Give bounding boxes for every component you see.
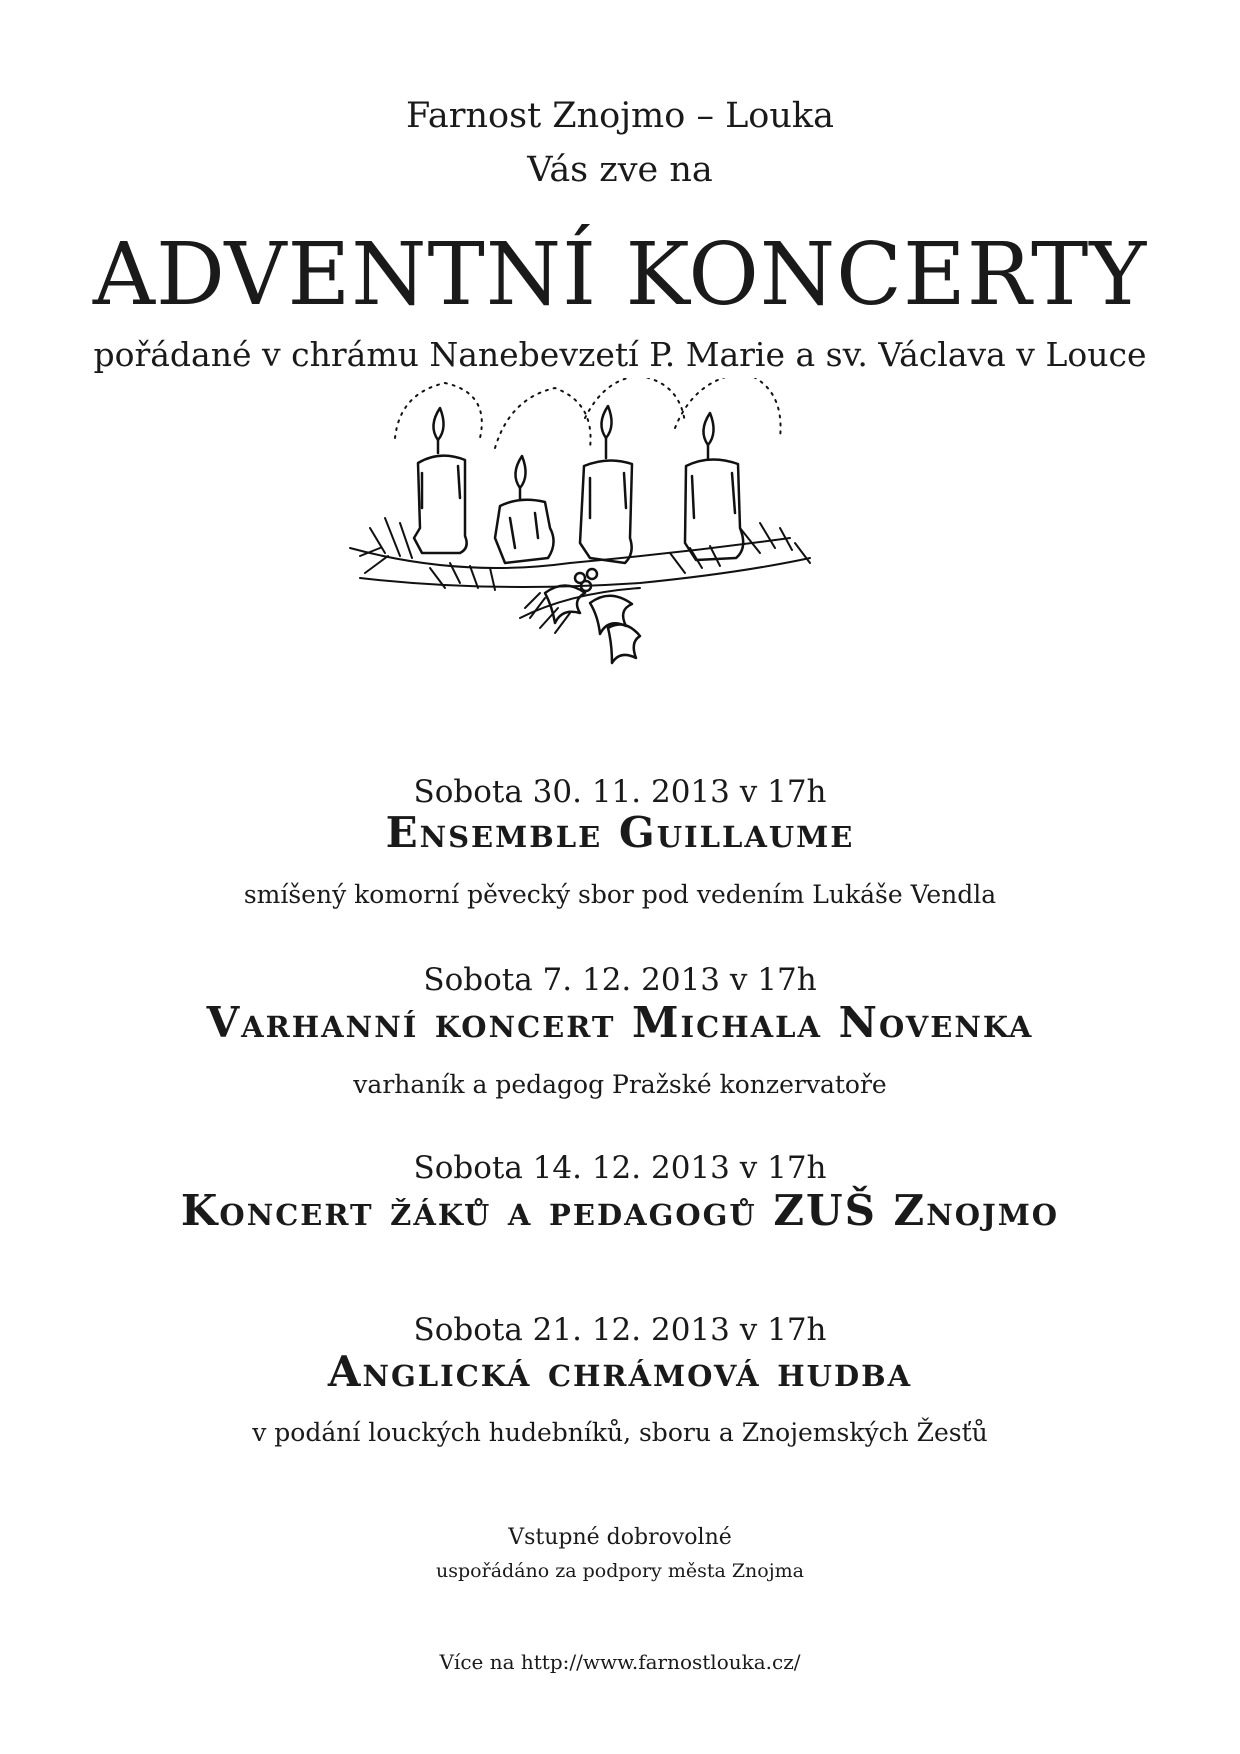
more-info-link[interactable]: Více na http://www.farnostlouka.cz/ — [439, 1650, 801, 1674]
subtitle: pořádané v chrámu Nanebevzetí P. Marie a sv. Václava v Louce — [93, 335, 1147, 374]
concert-date: Sobota 14. 12. 2013 v 17h — [413, 1150, 827, 1186]
concert-date: Sobota 21. 12. 2013 v 17h — [413, 1312, 827, 1348]
concert-description: varhaník a pedagog Pražské konzervatoře — [353, 1070, 887, 1099]
concert-description: v podání louckých hudebníků, sboru a Znojemských Žesťů — [252, 1418, 988, 1447]
support-note: uspořádáno za podpory města Znojma — [436, 1560, 804, 1582]
concert-date: Sobota 7. 12. 2013 v 17h — [423, 962, 817, 998]
concert-date: Sobota 30. 11. 2013 v 17h — [413, 774, 827, 810]
organizer: Farnost Znojmo – Louka — [406, 96, 834, 136]
concert-name: Koncert žáků a pedagogů ZUŠ Znojmo — [180, 1186, 1060, 1235]
concert-name: Varhanní koncert Michala Novenka — [206, 998, 1034, 1047]
page-title: ADVENTNÍ KONCERTY — [92, 225, 1148, 325]
entry-fee: Vstupné dobrovolné — [508, 1525, 732, 1550]
advent-wreath-candles-icon — [340, 378, 900, 726]
concert-name: Anglická chrámová hudba — [327, 1347, 913, 1396]
concert-name: Ensemble Guillaume — [385, 808, 855, 857]
concert-description: smíšený komorní pěvecký sbor pod vedením Lukáše Vendla — [243, 880, 997, 909]
invite-text: Vás zve na — [527, 150, 713, 190]
